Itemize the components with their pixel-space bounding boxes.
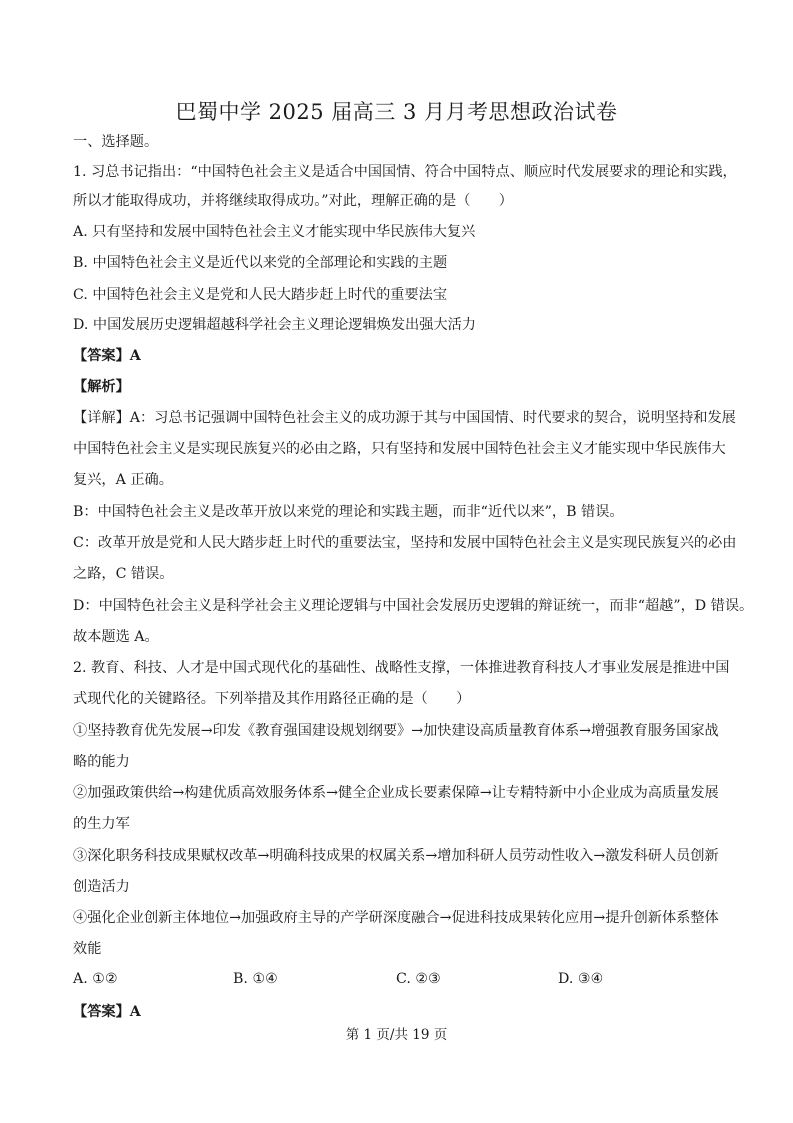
q1-answer: 【答案】A [73,348,141,364]
q2-choice-c: C. ②③ [396,971,441,987]
q2-stem-line-1: 2. 教育、科技、人才是中国式现代化的基础性、战略性支撑，一体推进教育科技人才事业发展是推进中国 [73,660,730,676]
q2-item-4-line-2: 效能 [73,941,102,957]
q1-option-a: A. 只有坚持和发展中国特色社会主义才能实现中华民族伟大复兴 [73,224,476,240]
q2-item-3-line-1: ③深化职务科技成果赋权改革→明确科技成果的权属关系→增加科研人员劳动性收入→激发科研人员创新 [73,848,719,864]
page-footer: 第 1 页/共 19 页 [345,1027,448,1043]
q2-item-2-line-1: ②加强政策供给→构建优质高效服务体系→健全企业成长要素保障→让专精特新中小企业成为高质量发展 [73,785,719,801]
q1-detail-d: D：中国特色社会主义是科学社会主义理论逻辑与中国社会发展历史逻辑的辩证统一，而非“超越”，D 错误。 [73,598,754,614]
q2-item-3-line-2: 创造活力 [73,879,130,895]
q1-option-c: C. 中国特色社会主义是党和人民大踏步赶上时代的重要法宝 [73,287,448,303]
q1-option-d: D. 中国发展历史逻辑超越科学社会主义理论逻辑焕发出强大活力 [73,317,476,333]
q1-analysis-heading: 【解析】 [73,379,130,395]
q1-option-b: B. 中国特色社会主义是近代以来党的全部理论和实践的主题 [73,255,448,271]
q1-detail-line-3: 复兴，A 正确。 [73,472,173,488]
q2-stem-line-2: 式现代化的关键路径。下列举措及其作用路径正确的是（ ） [73,691,471,707]
q2-answer: 【答案】A [73,1004,141,1020]
q2-choice-b: B. ①④ [233,971,278,987]
q2-item-1-line-1: ①坚持教育优先发展→印发《教育强国建设规划纲要》→加快建设高质量教育体系→增强教育服务国家战 [73,723,719,739]
q2-item-1-line-2: 略的能力 [73,754,130,770]
section-heading: 一、选择题。 [73,134,159,150]
q1-stem-line-1: 1. 习总书记指出：“中国特色社会主义是适合中国国情、符合中国特点、顺应时代发展要求的理论和实践， [73,164,737,180]
q1-detail-line-2: 中国特色社会主义是实现民族复兴的必由之路，只有坚持和发展中国特色社会主义才能实现中华民族伟大 [73,441,726,457]
q1-detail-b: B：中国特色社会主义是改革开放以来党的理论和实践主题，而非“近代以来”，B 错误。 [73,504,624,520]
q1-stem-line-2: 所以才能取得成功，并将继续取得成功。”对此，理解正确的是（ ） [73,193,513,209]
document-title: 巴蜀中学 2025 届高三 3 月月考思想政治试卷 [175,100,618,124]
q1-conclusion: 故本题选 A。 [73,629,159,645]
q1-detail-c-line-2: 之路，C 错误。 [73,566,174,582]
q2-choice-a: A. ①② [73,971,118,987]
q1-detail-c-line-1: C：改革开放是党和人民大踏步赶上时代的重要法宝，坚持和发展中国特色社会主义是实现民族复兴的必由 [73,535,737,551]
q2-item-4-line-1: ④强化企业创新主体地位→加强政府主导的产学研深度融合→促进科技成果转化应用→提升创新体系整体 [73,910,719,926]
q1-detail-line-1: 【详解】A：习总书记强调中国特色社会主义的成功源于其与中国国情、时代要求的契合，说明坚持和发展 [73,410,736,426]
q2-item-2-line-2: 的生力军 [73,816,130,832]
q2-choice-d: D. ③④ [558,971,604,987]
q2-choices [73,971,723,991]
